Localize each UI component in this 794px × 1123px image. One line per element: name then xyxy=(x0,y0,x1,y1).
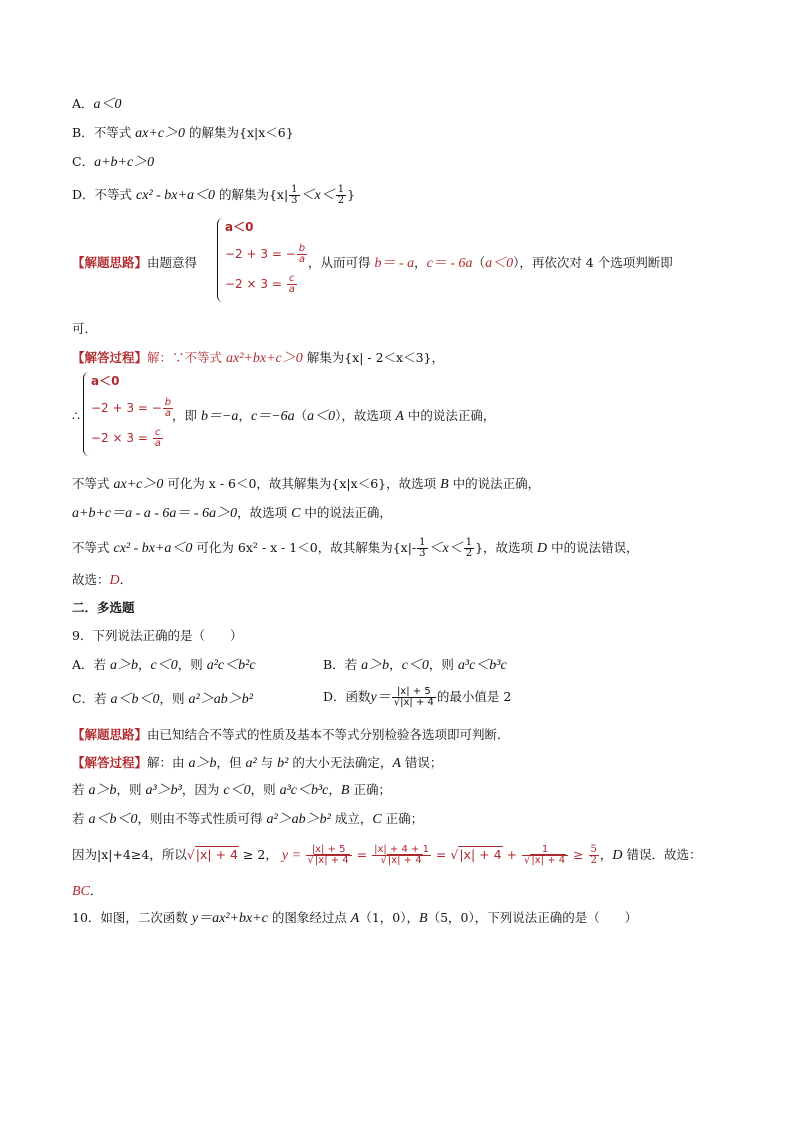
q8-solution-idea: 【解题思路】由题意得 xyxy=(72,255,198,270)
q8-process-line5: 故选：D． xyxy=(72,572,133,588)
q8-process-line1: ，即 b＝−a，c＝−6a（a＜0），故选项 A 中的说法正确， xyxy=(172,408,496,424)
q8-process-line2: 不等式 ax+c＞0 可化为 x - 6＜0，故其解集为{x|x＜6}，故选项 B 中的说法正确， xyxy=(72,476,541,492)
equation-system: a＜0 −2 + 3 = − $\frac{b}{a}$ −2 × 3 = $\frac{c}{a}$ xyxy=(83,372,173,458)
q9-process-line3: 若 a＜b＜0，则由不等式性质可得 a²＞ab＞b² 成立，C 正确； xyxy=(72,811,424,827)
q8-option-b: B．不等式 ax+c＞0 的解集为{x|x＜6} xyxy=(72,125,294,141)
q8-idea-cont: 可． xyxy=(72,321,98,336)
therefore-symbol: ∴ xyxy=(72,408,80,423)
q8-process-line3: a+b+c＝a - a - 6a＝ - 6a＞0，故选项 C 中的说法正确， xyxy=(72,505,392,521)
q9-stem: 9．下列说法正确的是（ ） xyxy=(72,628,243,643)
q10-stem: 10．如图，二次函数 y＝ax²+bx+c 的图象经过点 A（1，0），B（5，0），下列说法正确的是（ ） xyxy=(72,910,638,926)
q9-process-line5: BC． xyxy=(72,883,103,899)
q9-option-a: A．若 a＞b，c＜0，则 a²c＜b²c xyxy=(72,657,256,673)
q8-option-d: D．不等式 cx² - bx+a＜0 的解集为{x| $\frac{1}{3}$ ＜x＜ $\frac{1}{2}$ } xyxy=(72,184,356,206)
q9-solution-idea: 【解题思路】由已知结合不等式的性质及基本不等式分别检验各选项即可判断． xyxy=(72,727,510,742)
q8-process-line4: 不等式 cx² - bx+a＜0 可化为 6x² - x - 1＜0，故其解集为{x|- $\frac{1}{3}$ ＜x＜ $\frac{1}{2}$ }，故选项 D 中的说法错误， xyxy=(72,537,639,559)
q9-process-line2: 若 a＞b，则 a³＞b³，因为 c＜0，则 a³c＜b³c，B 正确； xyxy=(72,782,391,798)
q9-process-line1: 【解答过程】解：由 a＞b，但 a² 与 b² 的大小无法确定，A 错误； xyxy=(72,755,443,771)
fraction: $\frac{1}{2}$ xyxy=(337,184,345,206)
q8-idea-text: ，从而可得 b＝ - a，c＝ - 6a（a＜0），再依次对 4 个选项判断即 xyxy=(308,255,673,271)
q9-process-line4: 因为|x|+4≥4，所以√|x| + 4 ≥ 2， y = $\frac{|x| + 5}{√|x| + 4}$ = $\frac{|x| + 4 + 1}{√|x| + 4}$ = √|x| + 4 + $\frac{1}{√|x| + 4}$ ≥ $\frac{5}{2}$ ，D 错误．故选： xyxy=(72,844,702,866)
q8-option-c: C．a+b+c＞0 xyxy=(72,154,155,170)
q9-option-b: B．若 a＞b，c＜0，则 a³c＜b³c xyxy=(323,657,507,673)
section-title: 二．多选题 xyxy=(72,600,135,615)
q8-option-a: A．a＜0 xyxy=(72,96,122,112)
q9-option-d: D．函数y＝ $\frac{|x| + 5}{√|x| + 4}$ 的最小值是 2 xyxy=(323,686,512,708)
equation-system: a＜0 −2 + 3 = − $\frac{b}{a}$ −2 × 3 = $\frac{c}{a}$ xyxy=(217,218,307,304)
q9-option-c: C．若 a＜b＜0，则 a²＞ab＞b² xyxy=(72,691,253,707)
q8-solution-process: 【解答过程】解：∵不等式 ax²+bx+c＞0 解集为{x| - 2＜x＜3}， xyxy=(72,350,445,366)
fraction: $\frac{1}{3}$ xyxy=(291,184,298,206)
